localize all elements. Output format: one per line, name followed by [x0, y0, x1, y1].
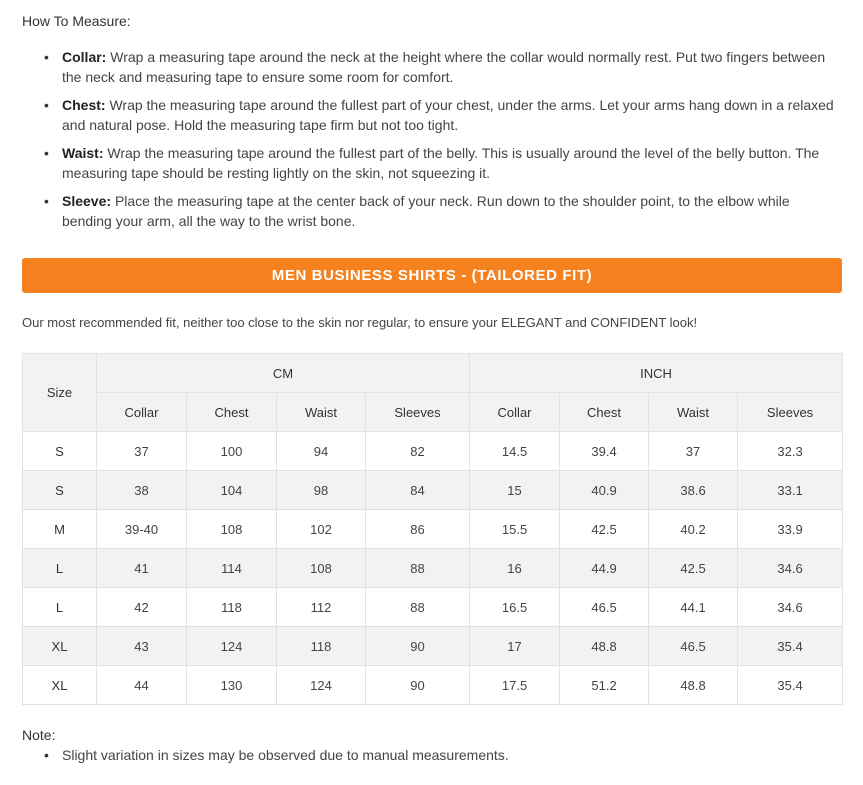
- column-header: Collar: [470, 393, 560, 432]
- banner-title: MEN BUSINESS SHIRTS - (TAILORED FIT): [271, 267, 593, 284]
- table-cell: 33.9: [738, 510, 843, 549]
- table-cell: 17.5: [470, 666, 560, 705]
- instruction-term: Collar:: [62, 49, 107, 65]
- note-label: Note:: [22, 727, 56, 743]
- instruction-sleeve: [44, 191, 834, 231]
- size-cell: XL: [23, 666, 97, 705]
- table-cell: 42: [97, 588, 187, 627]
- table-cell: 35.4: [738, 666, 843, 705]
- table-cell: 15.5: [470, 510, 560, 549]
- table-cell: 37: [649, 432, 738, 471]
- table-cell: 118: [277, 627, 366, 666]
- table-cell: 16: [470, 549, 560, 588]
- table-cell: 112: [277, 588, 366, 627]
- size-chart-table: [22, 353, 843, 705]
- table-row: [23, 627, 843, 666]
- column-header: Sleeves: [738, 393, 843, 432]
- table-row: [23, 666, 843, 705]
- size-cell: XL: [23, 627, 97, 666]
- size-cell: M: [23, 510, 97, 549]
- table-cell: 38: [97, 471, 187, 510]
- table-cell: 34.6: [738, 588, 843, 627]
- table-cell: 124: [277, 666, 366, 705]
- table-cell: 41: [97, 549, 187, 588]
- table-cell: 88: [366, 588, 470, 627]
- instruction-waist: [44, 143, 834, 183]
- table-cell: 51.2: [560, 666, 649, 705]
- table-cell: 34.6: [738, 549, 843, 588]
- table-row: [23, 471, 843, 510]
- table-cell: 46.5: [560, 588, 649, 627]
- table-cell: 44.9: [560, 549, 649, 588]
- size-cell: L: [23, 588, 97, 627]
- table-cell: 40.9: [560, 471, 649, 510]
- table-row: [23, 588, 843, 627]
- table-cell: 100: [187, 432, 277, 471]
- instruction-text: Place the measuring tape at the center back of your neck. Run down to the shoulder point, to the elbow while bending your arm, all the way to the wrist bone.: [62, 193, 790, 229]
- table-cell: 38.6: [649, 471, 738, 510]
- column-header: Chest: [560, 393, 649, 432]
- table-cell: 43: [97, 627, 187, 666]
- table-cell: 33.1: [738, 471, 843, 510]
- instruction-text: Wrap a measuring tape around the neck at the height where the collar would normally rest. Put two fingers between the neck and measuring tape to ensure some room for comfort.: [62, 49, 826, 85]
- instruction-chest: [44, 95, 834, 135]
- instruction-term: Chest:: [62, 97, 106, 113]
- table-cell: 17: [470, 627, 560, 666]
- table-cell: 16.5: [470, 588, 560, 627]
- table-cell: 14.5: [470, 432, 560, 471]
- table-cell: 32.3: [738, 432, 843, 471]
- size-cell: S: [23, 471, 97, 510]
- instruction-term: Waist:: [62, 145, 104, 161]
- inch-group-header: INCH: [470, 354, 843, 393]
- table-cell: 108: [277, 549, 366, 588]
- table-cell: 48.8: [649, 666, 738, 705]
- table-cell: 86: [366, 510, 470, 549]
- instruction-collar: [44, 47, 834, 87]
- table-cell: 118: [187, 588, 277, 627]
- measure-instructions-list: [44, 47, 834, 239]
- table-row: [23, 549, 843, 588]
- size-column-header: Size: [23, 354, 97, 432]
- table-cell: 82: [366, 432, 470, 471]
- table-cell: 130: [187, 666, 277, 705]
- table-cell: 48.8: [560, 627, 649, 666]
- table-cell: 88: [366, 549, 470, 588]
- table-cell: 108: [187, 510, 277, 549]
- table-cell: 90: [366, 666, 470, 705]
- table-cell: 104: [187, 471, 277, 510]
- page-heading: How To Measure:: [22, 13, 131, 29]
- table-cell: 94: [277, 432, 366, 471]
- table-cell: 15: [470, 471, 560, 510]
- table-cell: 35.4: [738, 627, 843, 666]
- size-chart-body: [23, 432, 843, 705]
- table-cell: 39.4: [560, 432, 649, 471]
- column-header: Chest: [187, 393, 277, 432]
- note-item: • Slight variation in sizes may be observed due to manual measurements.: [44, 745, 509, 765]
- table-cell: 98: [277, 471, 366, 510]
- table-cell: 44.1: [649, 588, 738, 627]
- table-row: [23, 510, 843, 549]
- column-header: Sleeves: [366, 393, 470, 432]
- cm-group-header: CM: [97, 354, 470, 393]
- column-header: Collar: [97, 393, 187, 432]
- section-banner: [22, 258, 842, 293]
- instruction-term: Sleeve:: [62, 193, 112, 209]
- table-cell: 39-40: [97, 510, 187, 549]
- size-cell: S: [23, 432, 97, 471]
- table-cell: 90: [366, 627, 470, 666]
- table-cell: 102: [277, 510, 366, 549]
- table-cell: 37: [97, 432, 187, 471]
- fit-description: Our most recommended fit, neither too close to the skin nor regular, to ensure your ELEGANT and CONFIDENT look!: [22, 315, 698, 330]
- table-cell: 46.5: [649, 627, 738, 666]
- table-cell: 114: [187, 549, 277, 588]
- table-cell: 40.2: [649, 510, 738, 549]
- table-cell: 44: [97, 666, 187, 705]
- column-header: Waist: [649, 393, 738, 432]
- size-cell: L: [23, 549, 97, 588]
- table-row: [23, 432, 843, 471]
- instruction-text: Wrap the measuring tape around the fullest part of the belly. This is usually around the level of the belly button. The measuring tape should be resting lightly on the skin, not squeezing it.: [62, 145, 820, 181]
- table-cell: 42.5: [649, 549, 738, 588]
- table-cell: 124: [187, 627, 277, 666]
- table-cell: 84: [366, 471, 470, 510]
- instruction-text: Wrap the measuring tape around the fullest part of your chest, under the arms. Let your arms hang down in a relaxed and natural pose. Hold the measuring tape firm but not too tight.: [62, 97, 834, 133]
- note-list: [44, 745, 509, 765]
- column-header: Waist: [277, 393, 366, 432]
- table-cell: 42.5: [560, 510, 649, 549]
